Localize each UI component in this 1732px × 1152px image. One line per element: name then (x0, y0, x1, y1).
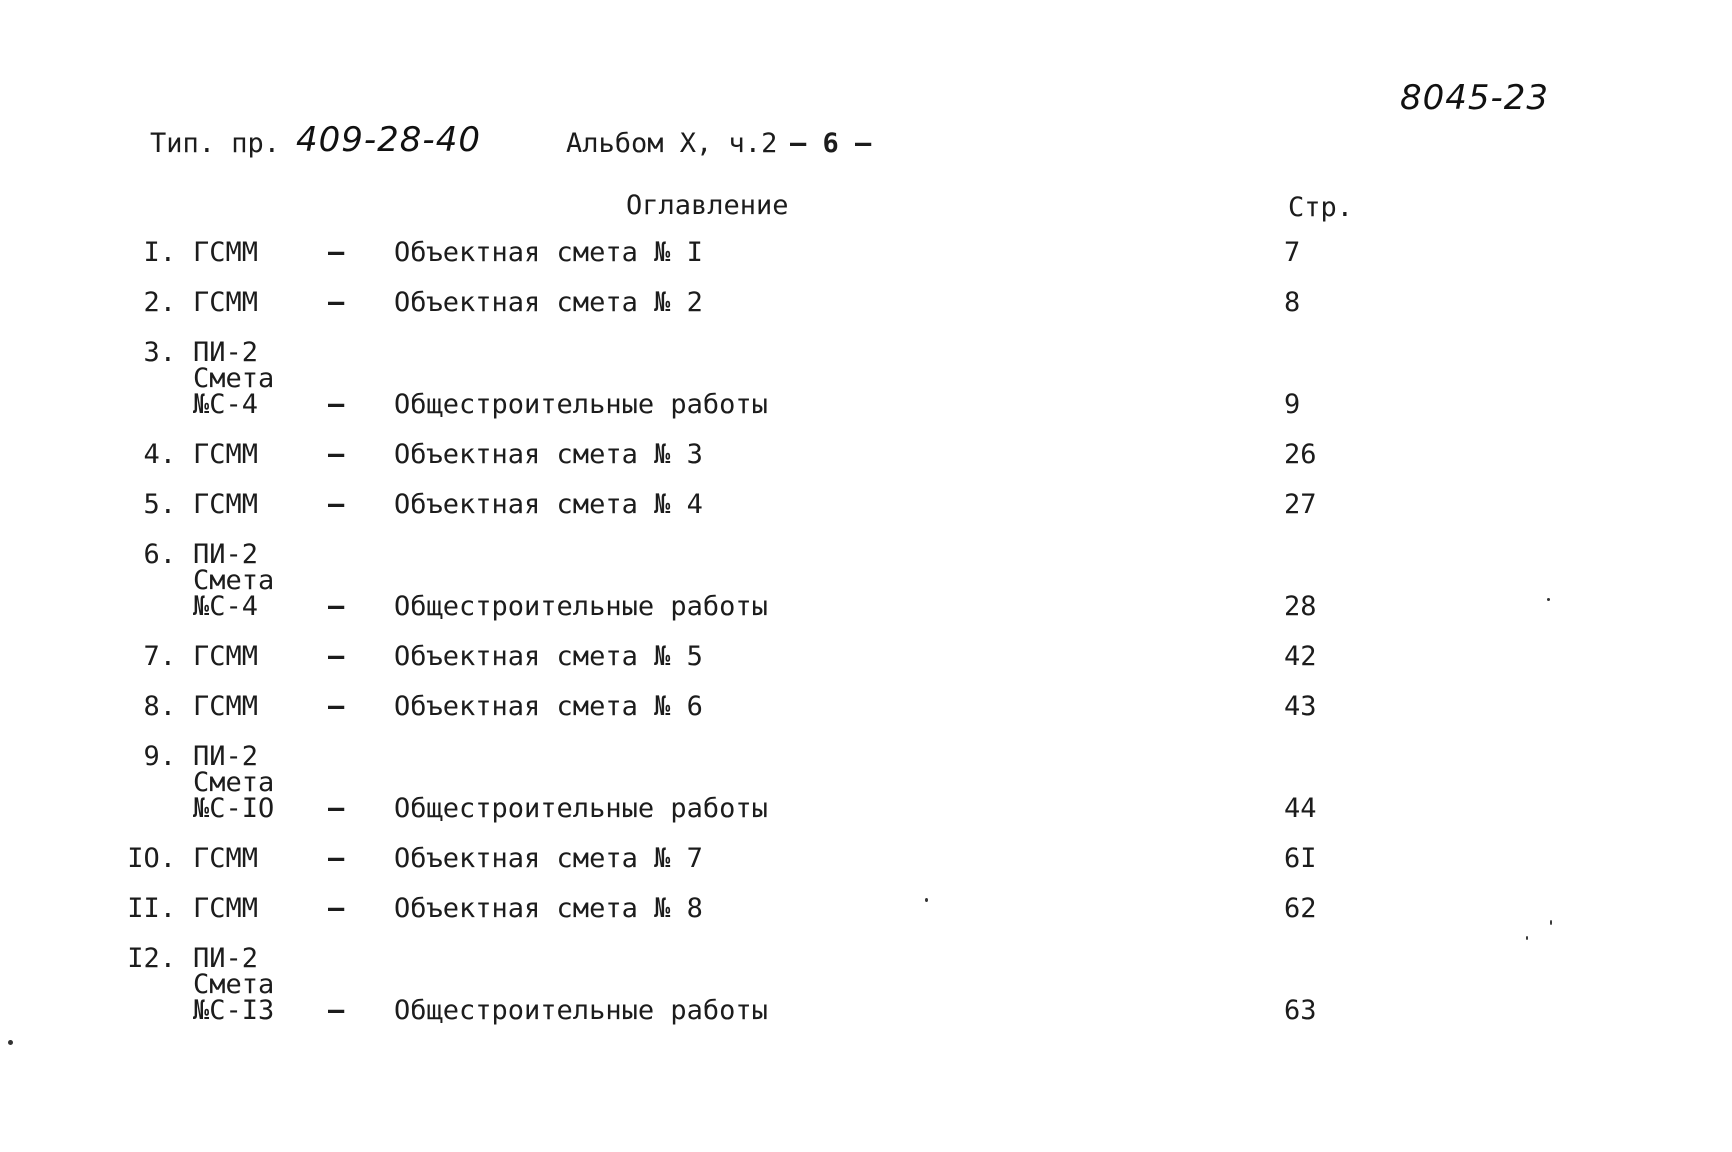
toc-entry-code-line: №С-4 (193, 389, 259, 420)
toc-entry-number: II. (127, 893, 176, 924)
toc-entry-code-line: ПИ-2 (193, 539, 259, 570)
toc-entry-page: 8 (1284, 287, 1301, 318)
toc-entry (0, 741, 1400, 824)
scan-speck (925, 898, 928, 902)
toc-entry-number: I. (143, 237, 176, 268)
toc-entry-number: 7. (143, 641, 176, 672)
toc-entry-description: Объектная смета № 8 (394, 893, 703, 924)
toc-entry-dash: – (328, 489, 345, 520)
toc-entry (0, 691, 1400, 722)
toc-entry-code-line: Смета (193, 565, 275, 596)
toc-entry-code-line: №С-I3 (193, 995, 275, 1026)
scan-speck (1547, 598, 1550, 601)
toc-entry-code-line: ГСММ (193, 843, 259, 874)
toc-entry-code-line: Смета (193, 767, 275, 798)
toc-entry-code-line: ГСММ (193, 893, 259, 924)
toc-entry-dash: – (328, 641, 345, 672)
toc-entry-code (193, 489, 259, 520)
toc-entry-code-line: №С-4 (193, 591, 259, 622)
toc-entry-page: 62 (1284, 893, 1317, 924)
toc-entry-number: I2. (127, 943, 176, 974)
toc-entry (0, 337, 1400, 420)
toc-entry-description: Объектная смета № 3 (394, 439, 703, 470)
toc-entry (0, 439, 1400, 470)
toc-entry-code-line: ГСММ (193, 439, 259, 470)
toc-entry-code (193, 691, 259, 722)
toc-title: Оглавление (626, 190, 789, 221)
page-column-label: Стр. (1288, 192, 1354, 223)
toc-entry-description: Общестроительные работы (394, 995, 768, 1026)
toc-entry-code (193, 439, 259, 470)
toc-entry-code-line: ГСММ (193, 287, 259, 318)
toc-entry-dash: – (328, 793, 345, 824)
toc-entry-code-line: Смета (193, 363, 275, 394)
toc-entry (0, 539, 1400, 622)
toc-entry-page: 9 (1284, 389, 1301, 420)
toc-entry-code-line: ПИ-2 (193, 741, 259, 772)
toc-entry-code-line: ГСММ (193, 489, 259, 520)
toc-entry-description: Объектная смета № I (394, 237, 703, 268)
toc-entry-page: 28 (1284, 591, 1317, 622)
toc-entry-code (193, 539, 275, 622)
toc-entry-code (193, 641, 259, 672)
toc-entry-number: 2. (143, 287, 176, 318)
scan-speck (1526, 936, 1528, 940)
toc-entry-code (193, 287, 259, 318)
album-reference: Альбом X, ч.2 (566, 128, 778, 159)
toc-entry-description: Объектная смета № 5 (394, 641, 703, 672)
toc-entry-page: 27 (1284, 489, 1317, 520)
toc-entry-dash: – (328, 995, 345, 1026)
toc-entry-page: 44 (1284, 793, 1317, 824)
toc-entry-number: IO. (127, 843, 176, 874)
toc-entry-number: 8. (143, 691, 176, 722)
scan-speck (8, 1040, 13, 1045)
toc-entry-number: 3. (143, 337, 176, 368)
handwritten-stamp-number: 8045-23 (1400, 78, 1550, 118)
toc-entry-description: Объектная смета № 4 (394, 489, 703, 520)
toc-entry-page: 6I (1284, 843, 1317, 874)
toc-entry-code (193, 893, 259, 924)
toc-entry-page: 43 (1284, 691, 1317, 722)
header-label: Тип. пр. (150, 128, 281, 159)
toc-entry-description: Объектная смета № 7 (394, 843, 703, 874)
toc-entry-number: 6. (143, 539, 176, 570)
toc-entry-dash: – (328, 893, 345, 924)
toc-entry-code (193, 843, 259, 874)
toc-entry-code-line: ПИ-2 (193, 943, 259, 974)
toc-entry-code-line: ГСММ (193, 641, 259, 672)
toc-entry-dash: – (328, 439, 345, 470)
toc-entry (0, 893, 1400, 924)
toc-entry (0, 287, 1400, 318)
toc-entry (0, 641, 1400, 672)
toc-entry-code (193, 337, 275, 420)
toc-entry-code-line: №С-IO (193, 793, 275, 824)
toc-entry-code-line: ГСММ (193, 237, 259, 268)
toc-entry-number: 4. (143, 439, 176, 470)
toc-entry-code-line: Смета (193, 969, 275, 1000)
toc-entry-dash: – (328, 691, 345, 722)
toc-entry-description: Объектная смета № 6 (394, 691, 703, 722)
toc-entry-page: 26 (1284, 439, 1317, 470)
toc-entry-code (193, 237, 259, 268)
toc-entry (0, 237, 1400, 268)
toc-entry-description: Объектная смета № 2 (394, 287, 703, 318)
toc-entry-dash: – (328, 237, 345, 268)
toc-entry-page: 63 (1284, 995, 1317, 1026)
toc-entry-number: 9. (143, 741, 176, 772)
toc-entry-code (193, 741, 275, 824)
toc-entry-description: Общестроительные работы (394, 389, 768, 420)
toc-entry (0, 943, 1400, 1026)
toc-entry (0, 843, 1400, 874)
scan-speck (1550, 920, 1552, 925)
toc-entry-description: Общестроительные работы (394, 793, 768, 824)
toc-entry-number: 5. (143, 489, 176, 520)
toc-entry-dash: – (328, 389, 345, 420)
toc-entry-dash: – (328, 287, 345, 318)
toc-entry-code-line: ПИ-2 (193, 337, 259, 368)
toc-entry-dash: – (328, 843, 345, 874)
toc-entry-code (193, 943, 275, 1026)
toc-entry-page: 7 (1284, 237, 1301, 268)
toc-entry-page: 42 (1284, 641, 1317, 672)
toc-entry (0, 489, 1400, 520)
toc-entry-code-line: ГСММ (193, 691, 259, 722)
page-number: – 6 – (790, 128, 872, 159)
project-number: 409-28-40 (296, 120, 481, 160)
toc-entry-dash: – (328, 591, 345, 622)
toc-entry-description: Общестроительные работы (394, 591, 768, 622)
